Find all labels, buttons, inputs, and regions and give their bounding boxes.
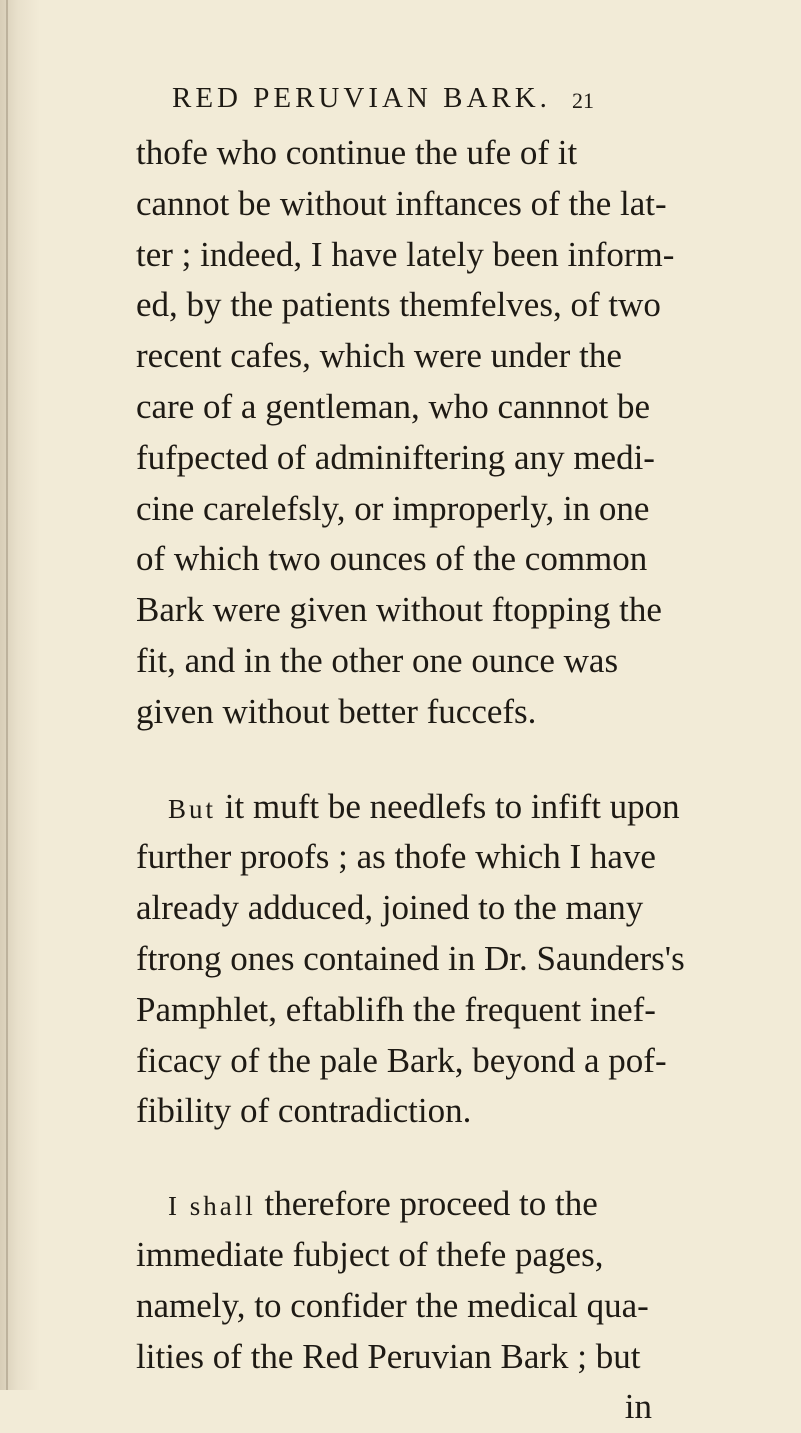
paragraph-spacer bbox=[136, 738, 696, 782]
text-line: immediate fubject of thefe pages, bbox=[136, 1234, 604, 1274]
catchword: in bbox=[624, 1387, 652, 1427]
text-line: ter ; indeed, I have lately been inform- bbox=[136, 234, 675, 274]
page-gutter-edge bbox=[6, 0, 8, 1390]
paragraph-3 bbox=[136, 1179, 696, 1433]
text-line: recent cafes, which were under the bbox=[136, 336, 622, 376]
line-remainder: therefore proceed to the bbox=[255, 1184, 598, 1224]
page-number: 21 bbox=[572, 88, 594, 113]
paragraph-spacer bbox=[136, 1137, 696, 1179]
line-remainder: it muft be needlefs to infift upon bbox=[216, 786, 680, 826]
text-line: further proofs ; as thofe which I have bbox=[136, 837, 656, 877]
text-line: of which two ounces of the common bbox=[136, 539, 648, 579]
text-line: Pamphlet, eftablifh the frequent inef- bbox=[136, 989, 656, 1029]
text-line: namely, to confider the medical qua- bbox=[136, 1285, 649, 1325]
small-caps-lead: I shall bbox=[168, 1191, 256, 1222]
text-line: fufpected of adminiftering any medi- bbox=[136, 437, 655, 477]
text-line: cannot be without inftances of the lat- bbox=[136, 183, 667, 223]
text-line: given without better fuccefs. bbox=[136, 691, 537, 731]
text-line: ftrong ones contained in Dr. Saunders's bbox=[136, 938, 685, 978]
text-line: fit, and in the other one ounce was bbox=[136, 640, 619, 680]
body-text bbox=[136, 128, 696, 1433]
text-line: ficacy of the pale Bark, beyond a pof- bbox=[136, 1040, 667, 1080]
text-line: lities of the Red Peruvian Bark ; but bbox=[136, 1336, 641, 1376]
text-line bbox=[136, 1179, 696, 1230]
small-caps-lead: But bbox=[168, 793, 217, 824]
text-line: thofe who continue the ufe of it bbox=[136, 133, 578, 172]
text-line: ed, by the patients themfelves, of two bbox=[136, 285, 661, 325]
page-header bbox=[172, 82, 612, 122]
paragraph-2 bbox=[136, 782, 696, 1138]
text-line: fibility of contradiction. bbox=[136, 1091, 472, 1131]
text-line: care of a gentleman, who cannnot be bbox=[136, 386, 651, 426]
paragraph-1 bbox=[136, 128, 696, 738]
text-line bbox=[136, 782, 696, 833]
running-title: RED PERUVIAN BARK. bbox=[172, 82, 551, 114]
text-line: Bark were given without ftopping the bbox=[136, 590, 662, 630]
text-line: cine carelefsly, or improperly, in one bbox=[136, 488, 650, 528]
text-line: already adduced, joined to the many bbox=[136, 888, 644, 928]
